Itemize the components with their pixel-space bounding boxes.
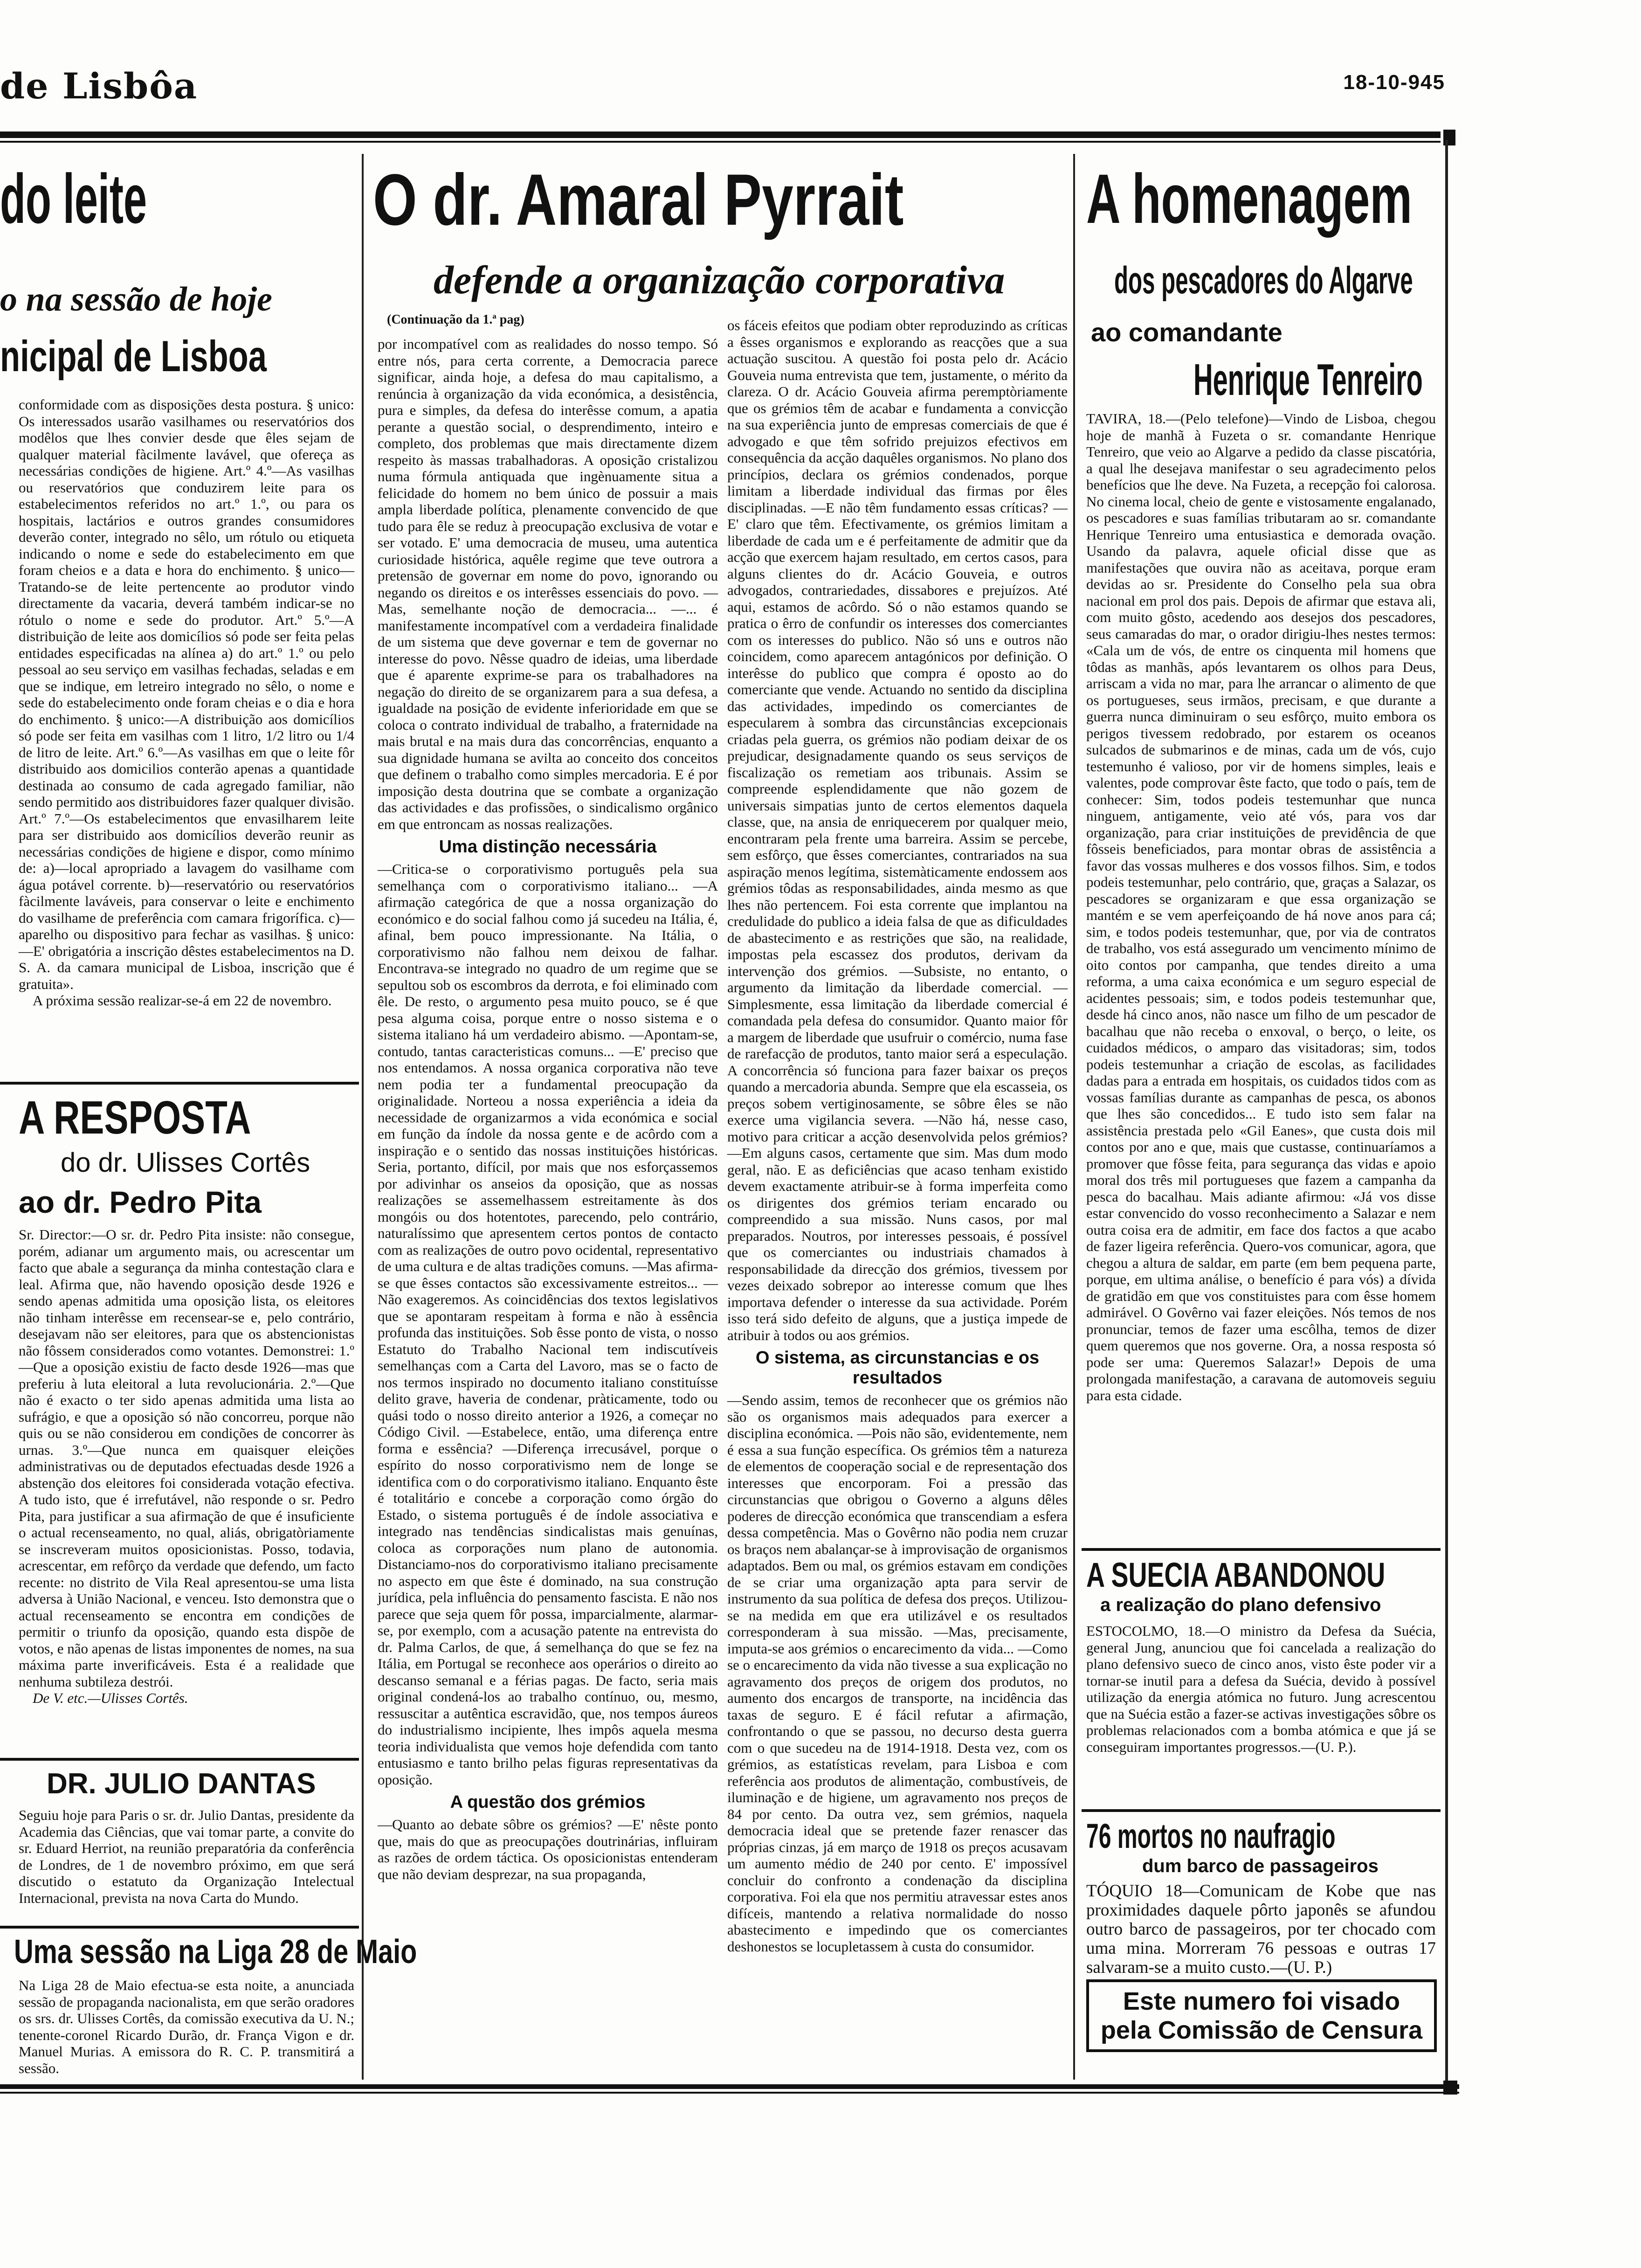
section-rule <box>0 1926 359 1929</box>
milk-headline: do leite <box>0 159 147 238</box>
pyrrait-subhead-distincao: Uma distinção necessária <box>439 837 657 857</box>
pyrrait-column-b <box>727 317 1068 1955</box>
naufragio-article-body: TÓQUIO 18—Comunicam de Kobe que nas proximidades daquele pôrto japonês se afundou outro barco de passageiros, por ter chocado com uma mina. Morreram 76 pessoas e outras 17 salvaram-se a muito custo.—(U. P.) <box>1086 1881 1436 1977</box>
continuation-note: (Continuação da 1.ª pag) <box>387 312 524 327</box>
pyrrait-subhead-sistema: O sistema, as circunstancias e os resultados <box>755 1348 1040 1388</box>
censorship-notice <box>1086 1979 1437 2052</box>
section-rule <box>0 1082 359 1085</box>
liga-article-body: Na Liga 28 de Maio efectua-se esta noite, a anunciada sessão de propaganda nacionalista, em que serão oradores os srs. dr. Ulisses Cortês, da comissão executiva da U. N.; tenente-coronel Ricardo Durão, dr. França Vigon e dr. Manuel Murias. A emissora do R. C. P. transmitirá a sessão. <box>19 1977 354 2076</box>
pyrrait-column-a <box>378 336 718 1882</box>
suecia-subheadline: a realização do plano defensivo <box>1100 1595 1381 1615</box>
dantas-article-body: Seguiu hoje para Paris o sr. dr. Julio Dantas, presidente da Academia das Ciências, que vai tomar parte, a convite do sr. Eduard Herriot, na reunião preparatória da conferência de Londres, de 1 de novembro próximo, em que será discutido o estatuto da Organização Intelectual Internacional, prevista na nova Carta do Mundo. <box>19 1807 354 1906</box>
right-column <box>1077 154 1443 2084</box>
masthead-paper-name: de Lisbôa <box>0 65 198 107</box>
section-rule <box>1082 1548 1441 1551</box>
resposta-article-body: Sr. Director:—O sr. dr. Pedro Pita insiste: não consegue, porém, adianar um argumento mais, ou acrescentar um facto que abale a segurança da minha contestação clara e leal. Afirma que, não havendo oposição desde 1926 e sendo apenas admitida uma oposição lista, os eleitores não tinham interêsse em recensear-se e, pelo contrário, desejavam não ser eleitores, para que os abstencionistas não fôssem considerados como votantes. Demonstrei: 1.º—Que a oposição existiu de facto desde 1926—mas que preferiu à luta eleitoral a luta revolucionária. 2.º—Que não é exacto o ter sido apenas admitida uma lista ao sufrágio, e que a oposição só não concorreu, porque não quis ou se não considerou em condições de concorrer às urnas. 3.º—Que nunca em quaisquer eleições administrativas ou de deputados efectuadas desde 1926 a abstenção dos eleitores foi considerada votação efectiva. A tudo isto, que é irrefutável, não responde o sr. Pedro Pita, para justificar a sua afirmação de que é insuficiente o actual recenseamento, no qual, aliás, obrigatòriamente se inscreveram muitos oposicionistas. Posso, todavia, acrescentar, em refôrço da verdade que defendo, um facto recente: no distrito de Vila Real apresentou-se uma lista adversa à União Nacional, e venceu. Isto demonstra que o actual recenseamento se encontra em condições de permitir o triunfo da oposição, quando esta dispõe de votos, e não apenas de listas imponentes de nomes, na sua máxima parte inverificáveis. Esta é a realidade que nenhuma subtileza destrói. <box>19 1226 354 1690</box>
suecia-headline: A SUECIA ABANDONOU <box>1086 1556 1386 1594</box>
naufragio-subheadline: dum barco de passageiros <box>1142 1856 1379 1876</box>
milk-article <box>19 396 354 1009</box>
censorship-notice-line1: Este numero foi visado <box>1123 1987 1400 2015</box>
top-rule-thin <box>0 141 1441 143</box>
pyrrait-text-a2: —Critica-se o corporativismo português pela sua semelhança com o corporativismo italiano... —A afirmação categórica de que a nossa organização do económico e do social falhou como já sucedeu na Itália, é, afinal, bem pouco impressionante. Na Itália, o corporativismo não falhou nem deixou de falhar. Encontrava-se integrado no quadro de um regime que se sepultou sob os escombros da derrota, e foi eliminado com êle. De resto, o argumento pesa muito pouco, se é que pesa alguma coisa, porque entre o nosso sistema e o sistema italiano há um verdadeiro abismo. —Apontam-se, contudo, tantas caracteristicas comuns... —E' preciso que nos entendamos. A nossa organica corporativa não teve nem podia ter a fundamental preocupação da originalidade. Norteou a nossa experiência a ideia da necessidade de organizarmos a vida económica e social em função da índole da nossa gente e de acôrdo com a inspiração e o sentido das nossas instituições históricas. Seria, portanto, difícil, por mais que nos esforçassemos por adivinhar os anseios da oposição, que as nossas realizações se assemelhassem estreitamente às dos mongóis ou dos hotentotes, parecendo, pelo contrário, naturalíssimo que apresentem certos pontos de contacto com as realizações de outro povo ocidental, representativo de uma cultura e de altas tradições comuns. —Mas afirma-se que êsses contactos são excessivamente estreitos... —Não exageremos. As coincidências dos textos legislativos que se apontaram respeitam à forma e não à essência profunda das instituições. Sob êsse ponto de vista, o nosso Estatuto do Trabalho Nacional tem indiscutíveis semelhanças com a Carta del Lavoro, mas se o facto de nos termos inspirado no documento italiano constituísse delito grave, haveria de condenar, pràticamente, todo ou quási todo o nosso direito anterior a 1926, a começar no Código Civil. —Estabelece, então, uma diferença entre forma e essência? —Diferença irrecusável, porque o espírito do nosso corporativismo nem de longe se identifica com o do corporativismo italiano. Enquanto êste é totalitário e concebe a corporação como órgão do Estado, o sistema português é de índole associativa e integrado nas tendências sindicalistas mais genuínas, coloca as corporações num plano de autonomia. Distanciamo-nos do corporativismo italiano precisamente no aspecto em que êste é dominado, na sua construção jurídica, pela influência do pensamento fascista. E não nos parece que seja quem fôr possa, imparcialmente, alarmar-se, por exemplo, com a acusação patente na entrevista do dr. Palma Carlos, de que, á semelhança do que se fez na Itália, em Portugal se reconhece aos operários o direito ao descanso semanal e a férias pagas. De facto, seria mais original condená-los ao trabalho contínuo, ou, mesmo, ressuscitar a autêntica escravidão, que, nos tempos áureos do industrialismo incipiente, lhes impôs aquela mesma teoria individualista que vemos hoje defendida com tanto entusiasmo e tanto brilho pelas figuras representativas da oposição. <box>378 861 718 1788</box>
homenagem-subheadline: dos pescadores do Algarve <box>1114 259 1413 302</box>
column-divider <box>1073 154 1075 2080</box>
column-divider <box>362 154 364 2080</box>
pyrrait-subhead-gremios: A questão dos grémios <box>450 1792 646 1812</box>
bottom-rule <box>0 2084 1459 2089</box>
censorship-notice-line2: pela Comissão de Censura <box>1100 2016 1423 2044</box>
suecia-article-body: ESTOCOLMO, 18.—O ministro da Defesa da Suécia, general Jung, anunciou que foi cancelada a realização do plano defensivo sueco de cinco anos, visto êste poder vir a tornar-se inutil para a defesa da Suécia, devido à possível utilização da energia atómica no futuro. Jung acrescentou que na Suécia estão a fazer-se activas investigações sôbre os problemas relacionados com a bomba atómica e que já se conseguiram importantes progressos.—(U. P.). <box>1086 1623 1436 1755</box>
center-column <box>368 154 1070 2084</box>
homenagem-subheadline-3: Henrique Tenreiro <box>1193 355 1423 405</box>
pyrrait-text-b: os fáceis efeitos que podiam obter reproduzindo as críticas a êsses organismos e explorando as reacções que a sua actuação suscitou. A questão foi posta pelo dr. Acácio Gouveia numa entrevista que tem, justamente, o mérito da clareza. O dr. Acácio Gouveia afirma peremptòriamente que os grémios têm de acabar e fundamenta a convicção na sua experiência junto de empresas comerciais de que é advogado e que têm sofrido prejuizos efectivos em consequência da acção daquêles organismos. No plano dos princípios, declara os grémios condenados, porque limitam a liberdade individual das firmas por êles disciplinadas. —E não têm fundamento essas críticas? —E' claro que têm. Efectivamente, os grémios limitam a liberdade de cada um e é perfeitamente de admitir que da acção que exercem hajam resultado, em certos casos, para alguns clientes do dr. Acácio Gouveia, e outros advogados, contrariedades, dissabores e prejuízos. Até aqui, estamos de acôrdo. Só o não estamos quando se pratica o êrro de confundir os interesses dos comerciantes com os interesses do publico. Não só uns e outros não coincidem, como aparecem antagónicos por definição. O interêsse do publico que compra é oposto ao do comerciante que vende. Actuando no sentido da disciplina das actividades, impedindo os comerciantes de especularem à sombra das circunstâncias excepcionais criadas pela guerra, os grémios não podiam deixar de os prejudicar, designadamente quando os seus serviços de fiscalização os remetiam aos tribunais. Assim se compreende esplendidamente que não gozem de universais simpatias junto de certos elementos daquela classe, que, na ansia de enriquecerem por qualquer meio, encontraram pela frente uma barreira. Assim se percebe, sem esfôrço, que êsses comerciantes, contrariados na sua aspiração menos legítima, sistemàticamente endossem aos grémios tôdas as responsabilidades, ainda mesmo as que lhes não pertencem. Foi esta corrente que implantou na credulidade do publico a ideia falsa de que as dificuldades de abastecimento e as restrições que são, na realidade, impostas pela escassez dos produtos, derivam da intervenção dos grémios. —Subsiste, no entanto, o argumento da limitação da liberdade comercial. —Simplesmente, essa limitação da liberdade comercial é comandada pela defesa do consumidor. Quanto maior fôr a margem de liberdade que usufruir o comércio, numa fase de rarefacção de produtos, tanto maior será a especulação. A concorrência só funciona para fazer baixar os preços quando a mercadoria abunda. Sempre que ela escasseia, os preços sobem vertiginosamente, se sôbre êles se não exerce uma vigilancia severa. —Não há, nesse caso, motivo para criticar a acção desenvolvida pelos grémios? —Em alguns casos, certamente que sim. Mas dum modo geral, não. E as deficiências que acaso tenham existido devem exactamente atribuir-se à forma imperfeita como os dirigentes dos grémios teriam encarado ou compreendido a sua missão. Nuns casos, por mal preparados. Noutros, por interesses pessoais, é possível que os comerciantes ou industriais chamados à responsabilidade da direcção dos grémios, tivessem por vezes deixado sobrepor ao interesse comum que lhes importava defender o interesse da sua actividade. Porém isso terá sido defeito de alguns, que a justiça impede de atribuir à todos ou aos grémios. <box>727 317 1068 1343</box>
left-column <box>0 154 417 2084</box>
milk-subheadline: o na sessão de hoje <box>0 280 272 318</box>
pyrrait-subheadline: defende a organização corporativa <box>434 257 1005 302</box>
resposta-headline: A RESPOSTA <box>19 1092 251 1144</box>
section-rule <box>1082 1809 1441 1812</box>
top-rule <box>0 131 1441 138</box>
milk-article-body: conformidade com as disposições desta postura. § unico: Os interessados usarão vasilhames ou reservatórios dos modêlos que lhes convier desde que êles sejam de qualquer material fàcilmente lavável, que ofereça as necessárias condições de higiene. Art.º 4.º—As vasilhas ou reservatórios que conduzirem leite para os estabelecimentos referidos no art.º 1.º, ou para os hospitais, lactários e outros grandes consumidores deverão conter, integrado no sêlo, um rótulo ou etiqueta indicando o nome e sede do estabelecimento em que foram cheios e a data e hora do enchimento. § unico—Tratando-se de leite pertencente ao produtor vindo directamente da vacaria, deverá também indicar-se no rótulo o nome e sede do produtor. Art.º 5.º—A distribuição de leite aos domicílios só pode ser feita pelas entidades especificadas na alínea a) do art.º 1.º ou pelo pessoal ao seu serviço em vasilhas fechadas, seladas e em que se indique, em letreiro integrado no sêlo, o nome e sede do estabelecimento onde foram cheias e o dia e hora do enchimento. § unico:—A distribuição aos domicílios só pode ser feita em vasilhas com 1 litro, 1/2 litro ou 1/4 de litro de leite. Art.º 6.º—As vasilhas em que o leite fôr distribuido aos domicilios conterão apenas a quantidade destinada ao consumo de cada agregado familiar, não sendo permitido aos distribuidores fazer qualquer divisão. Art.º 7.º—Os estabelecimentos que envasilharem leite para ser distribuido aos domicílios deverão reunir as necessárias condições de higiene e dispor, como mínimo de: a)—local apropriado a lavagem do vasilhame com água potável corrente. b)—reservatório ou reservatórios fàcilmente laváveis, para conservar o leite e enchimento do vasilhame de preferência com camara frigorífica. c)—aparelho ou dispositivo para fechar as vasilhas. § unico:—E' obrigatória a inscrição dêstes estabelecimentos na D. S. A. da camara municipal de Lisboa, inscrição que é gratuita». <box>19 396 354 992</box>
homenagem-headline: A homenagem <box>1086 159 1413 238</box>
liga-headline: Uma sessão na Liga 28 de Maio <box>14 1933 417 1971</box>
resposta-subheadline: do dr. Ulisses Cortês <box>61 1148 310 1178</box>
pyrrait-text-a: por incompatível com as realidades do nosso tempo. Só entre nós, para certa corrente, a Democracia parece significar, ainda hoje, a defesa do mau capitalismo, a renúncia à organização da vida económica, a desistência, pura e simples, da defesa do interêsse comum, a apatia perante a questão social, o desprendimento, inteiro e completo, dos problemas que mais directamente dizem respeito às massas trabalhadoras. A oposição cristalizou numa fórmula antiquada que ingènuamente situa a felicidade do homem no bem único de possuir a mais ampla liberdade política, plenamente convencido de que tudo para êle se reduz à preocupação exclusiva de votar e ser votado. E' uma democracia de museu, uma autentica curiosidade histórica, aquêle regime que teve outrora a pretensão de governar em nome do povo, ignorando ou negando os direitos e os interêsses essenciais do povo. —Mas, semelhante noção de democracia... —... é manifestamente incompatível com a verdadeira finalidade de um sistema que deve governar e tem de governar no interesse do povo. Nêsse quadro de ideias, uma liberdade que é aparente exprime-se para os trabalhadores na negação do direito de se organizarem para a sua defesa, a igualdade na posição de evidente inferioridade em que se coloca o contrato individual de trabalho, a fraternidade na mais brutal e na mais dura das concorrências, enquanto a sua dignidade humana se avilta ao conceito dos conceitos que definem o trabalho como simples mercadoria. E é por imposição desta doutrina que se combate a organização das actividades e das profissões, o sindicalismo orgânico em que entroncam as nossas realizações. <box>378 336 718 832</box>
resposta-signature: De V. etc.—Ulisses Cortês. <box>33 1690 188 1706</box>
bottom-rule-thin <box>0 2092 1459 2094</box>
rule-end-mark <box>1443 2081 1457 2095</box>
pyrrait-headline: O dr. Amaral Pyrrait <box>373 159 904 241</box>
resposta-article <box>19 1226 354 1707</box>
page-edge-rule <box>1445 140 1448 2089</box>
section-rule <box>0 1758 359 1761</box>
naufragio-headline: 76 mortos no naufragio <box>1086 1817 1336 1855</box>
homenagem-subheadline-2: ao comandante <box>1091 318 1282 347</box>
resposta-subheadline-2: ao dr. Pedro Pita <box>19 1185 262 1219</box>
homenagem-article-body: TAVIRA, 18.—(Pelo telefone)—Vindo de Lisboa, chegou hoje de manhã à Fuzeta o sr. comandante Henrique Tenreiro, que veio ao Algarve a pedido da classe piscatória, a qual lhe desejava manifestar o seu agradecimento pelos benefícios que lhe deve. Na Fuzeta, a recepção foi calorosa. No cinema local, cheio de gente e vistosamente engalanado, os pescadores e suas famílias tributaram ao sr. comandante Henrique Tenreiro uma entusiastica e demorada ovação. Usando da palavra, aquele oficial disse que as manifestações que ouvira não as aceitava, porque eram devidas ao sr. Presidente do Conselho pela sua obra nacional em prol dos pais. Depois de afirmar que estava ali, com muito gôsto, acedendo aos desejos dos pescadores, seus camaradas do mar, o orador dirigiu-lhes nestes termos: «Cala um de vós, de entre os cinquenta mil homens que tôdas as manhãs, após levantarem os olhos para Deus, arriscam a vida no mar, para lhe arrancar o alimento de que os portugueses, seus irmãos, precisam, e que durante a guerra nunca diminuiram o seu esfôrço, muito embora os perigos tivessem redobrado, por estarem os oceanos sulcados de submarinos e de minas, cada um de vós, cujo testemunho é valioso, por vir de homens simples, leais e valentes, pode comprovar êste facto, que todo o país, tem de conhecer: Sim, todos podeis testemunhar que nunca ninguem, antigamente, veio até vós, para vos dar organização, para criar instituições de previdência de que fôsseis beneficiados, para montar obras de assistência a favor das vossas mulheres e dos vossos filhos. Sim, e todos podeis testemunhar, pelo contrário, que, graças a Salazar, os pescadores se organizaram e que essa organização se mantém e se vem aperfeiçoando de há nove anos para cá; sim, e todos podeis testemunhar, que, por via de contratos de trabalho, vos está assegurado um vencimento mínimo de oito contos por campanha, que tendes direito a uma reforma, a uma caixa económica e um seguro especial de acidentes pessoais; sim, e todos podeis testemunhar que, desde há cinco anos, não nasce um filho de um pescador de bacalhau que não receba o enxoval, o berço, o leite, os cuidados médicos, o amparo das visitadoras; sim, todos podeis testemunhar a criação de escolas, as facilidades dadas para a entrada em hospitais, os cuidados tidos com as vossas famílias durante as campanhas de pesca, os abonos que lhes são concedidos... E tudo isto sem falar na assistência prestada pelo «Gil Eanes», que custa dois mil contos por ano e que, mais que custasse, continuaríamos a promover que fôsse feita, para segurança das vidas e apoio moral dos três mil portugueses que fazem a campanha da pesca do bacalhau. Mais adiante afirmou: «Já vos disse estar convencido do vosso reconhecimento a Salazar e nem outra coisa era de admitir, em face dos factos a que acabo de fazer ligeira referência. Quero-vos comunicar, agora, que chegou a altura de saldar, em parte (em bem pequena parte, porque, em ultima análise, o benefício é para vós) a dívida de gratidão em que vos constituistes para com êsse homem admirável. O Govêrno vai fazer eleições. Nós temos de nos pronunciar, temos de fazer uma escôlha, temos de dizer quem queremos que nos governe. Ora, a nossa resposta só pode ser uma: Queremos Salazar!» Depois de uma prolongada manifestação, a caravana de automoveis seguiu para esta cidade. <box>1086 410 1436 1404</box>
pyrrait-text-b2: —Sendo assim, temos de reconhecer que os grémios não são os organismos mais adequados para exercer a disciplina económica. —Pois não são, evidentemente, nem é essa a sua função específica. Os grémios têm a natureza de elementos de cooperação social e de representação dos interesses que encorporam. Foi a pressão das circunstancias que obrigou o Governo a alguns dêles poderes de direcção económica que transcendiam a esfera dessa competência. Mas o Govêrno não podia nem cruzar os braços nem abalançar-se à improvisação de organismos adaptados. Bem ou mal, os grémios estavam em condições de se criar uma organização apta para servir de instrumento da sua política de defesa dos preços. Utilizou-se na medida em que era utilizável e os resultados corresponderam à sua missão. —Mas, precisamente, imputa-se aos grémios o encarecimento da vida... —Como se o encarecimento da vida não tivesse a sua explicação no agravamento dos preços de origem dos produtos, no aumento dos encargos de transporte, na incidência das taxas de seguro. E é fácil refutar a afirmação, confrontando o que se passou, no decurso desta guerra com o que sucedeu na de 1914-1918. Desta vez, com os grémios, as estatísticas revelam, para Lisboa e com referência aos produtos de alimentação, combustíveis, de iluminação e de higiene, um agravamento nos preços de 84 por cento. Da outra vez, sem grémios, naquela democracia ideal que se pretende fazer renascer das próprias cinzas, já em março de 1918 os preços acusavam um aumento médio de 240 por cento. E' impossível concluir do confronto a condenação da disciplina corporativa. Foi ela que nos permitiu atravessar estes anos difíceis, mantendo a relativa normalidade do nosso abastecimento e impedindo que os comerciantes deshonestos se locupletassem à custa do consumidor. <box>727 1392 1068 1955</box>
milk-subheadline-2: nicipal de Lisboa <box>0 332 267 380</box>
dantas-headline: DR. JULIO DANTAS <box>47 1768 316 1800</box>
pyrrait-text-a3: —Quanto ao debate sôbre os grémios? —E' nêste ponto que, mais do que as preocupações doutrinárias, influiram as razões de ordem táctica. Os oposicionistas entenderam que não deviam desprezar, na sua propaganda, <box>378 1816 718 1882</box>
masthead-date: 18-10-945 <box>1343 71 1445 94</box>
milk-article-end: A próxima sessão realizar-se-á em 22 de novembro. <box>33 992 332 1009</box>
